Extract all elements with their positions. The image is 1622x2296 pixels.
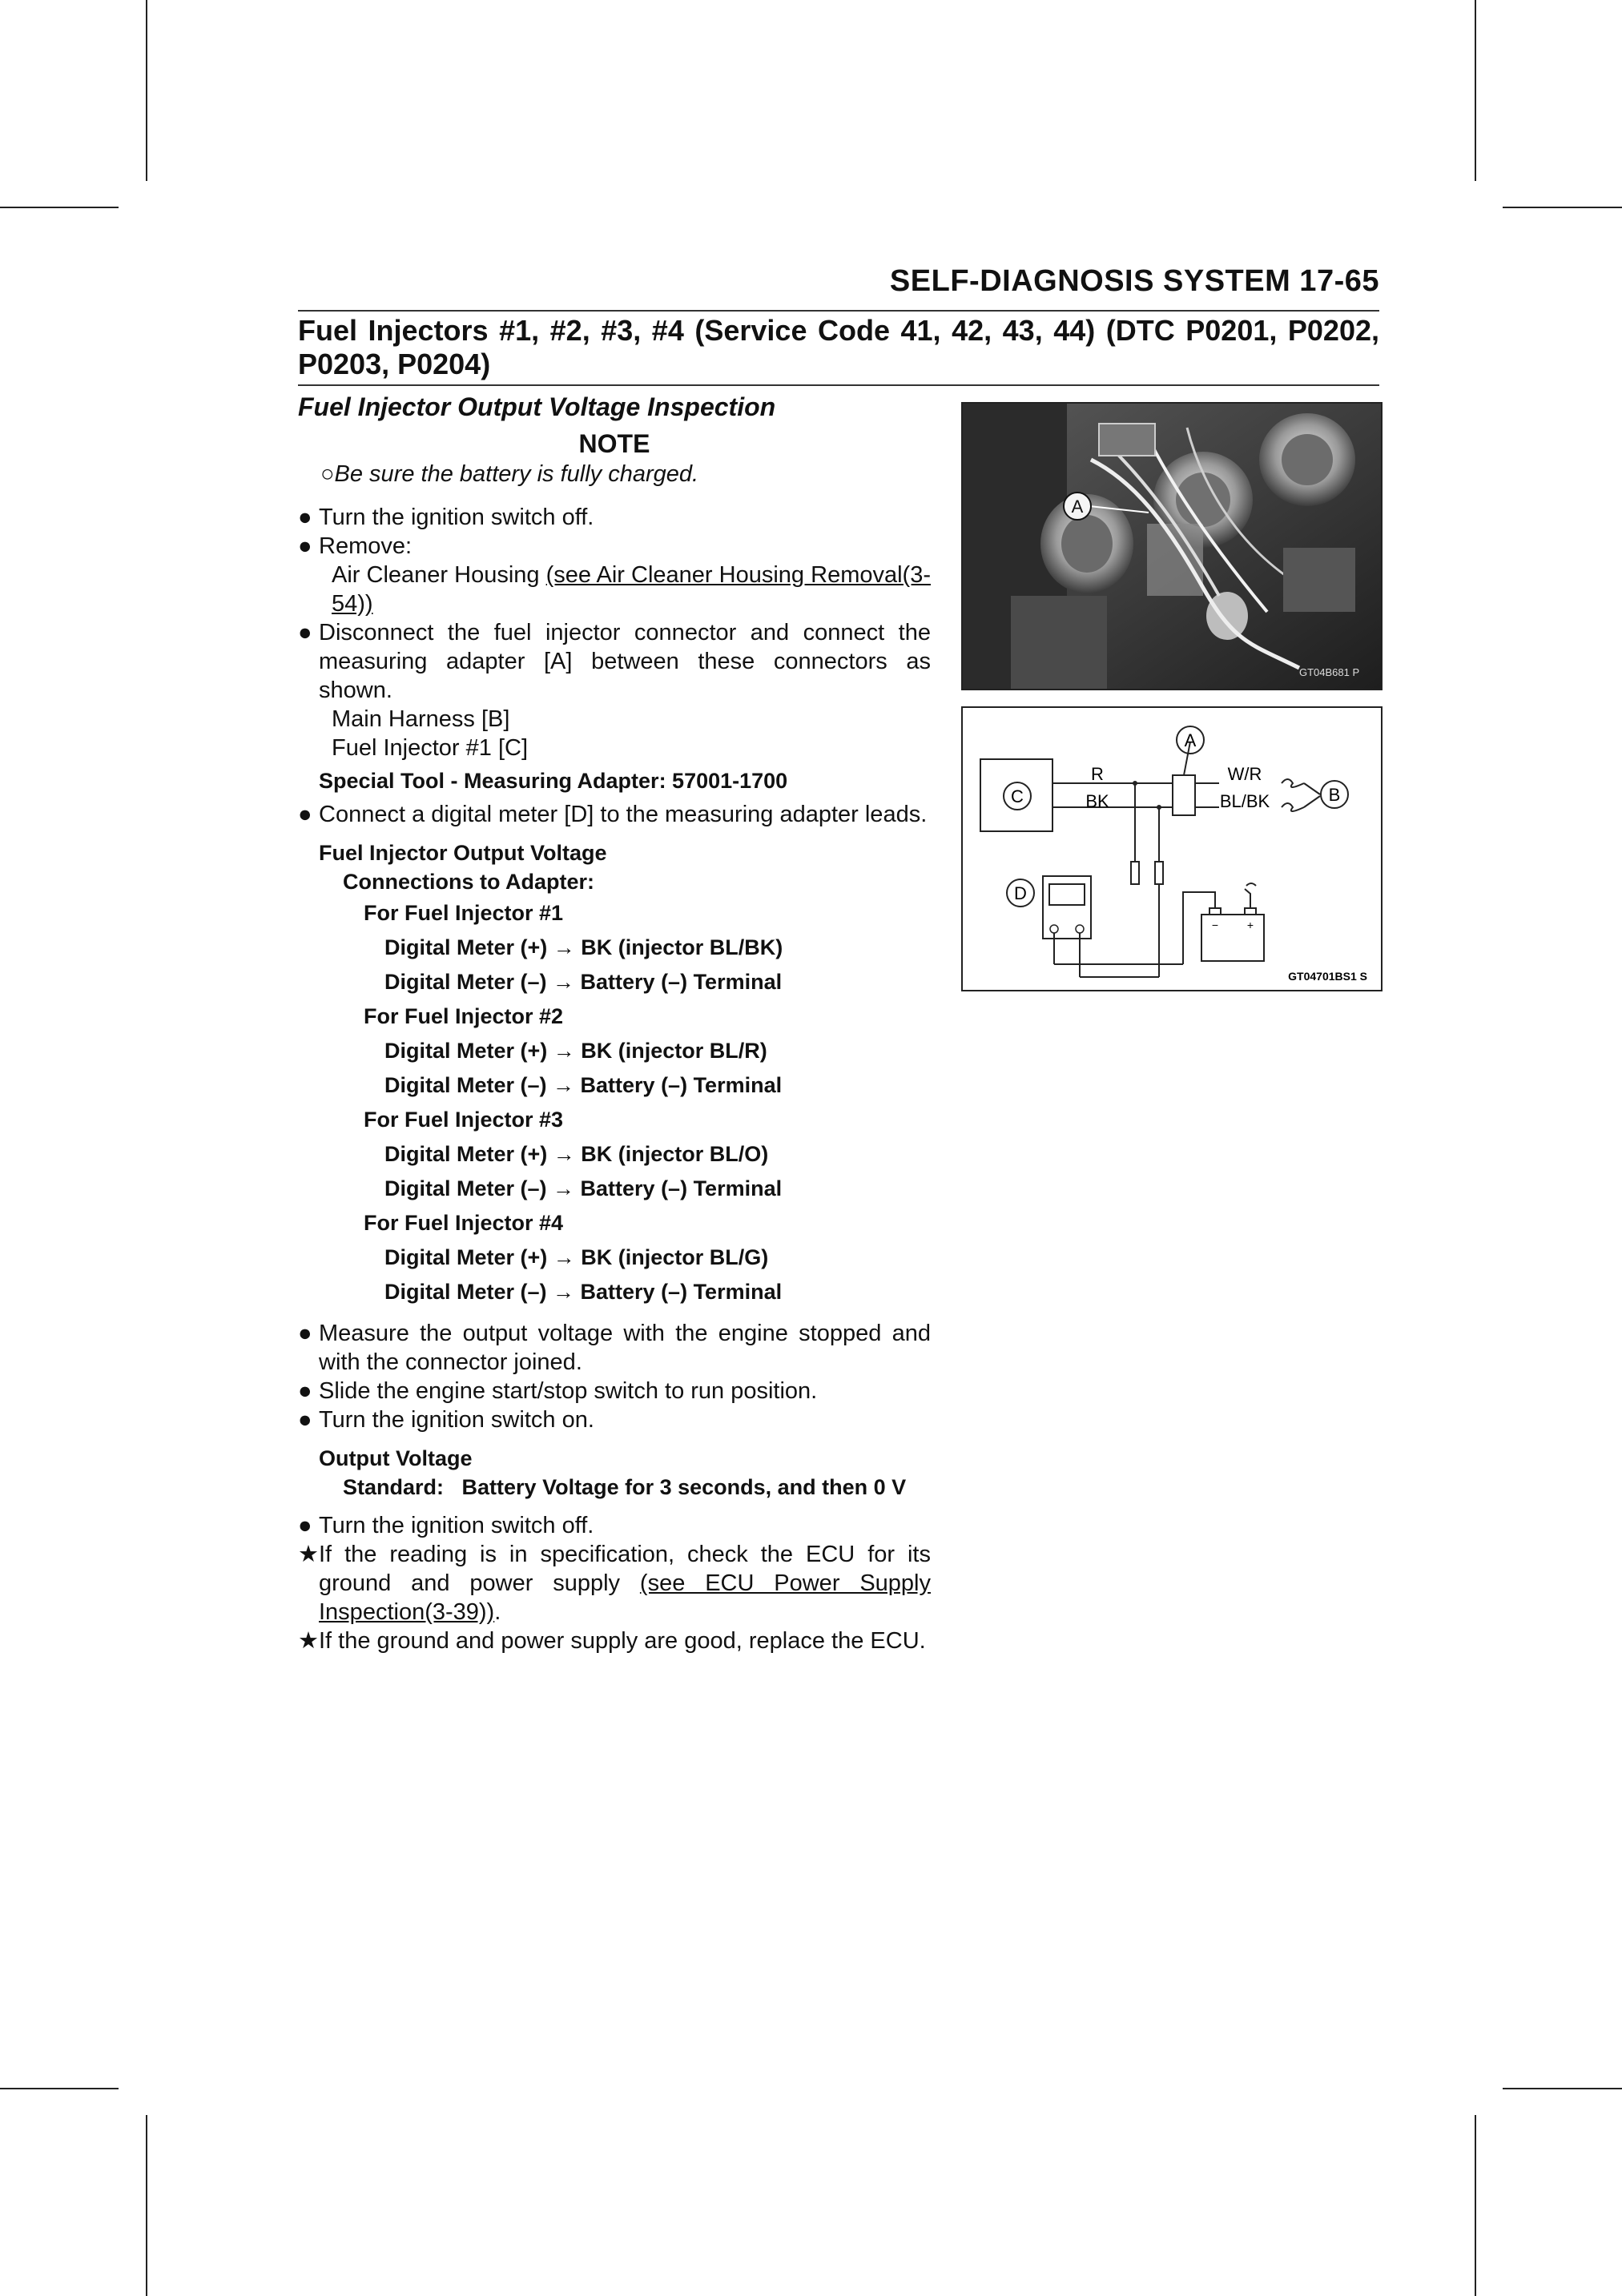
step-item: [298, 1405, 931, 1434]
wire-r-label: R: [1091, 764, 1104, 784]
step-item: [298, 1319, 931, 1377]
bullet-icon: ●: [298, 533, 312, 559]
step-text: Disconnect the fuel injector connector and connect the measuring adapter [A] between these connectors as shown.: [319, 620, 931, 703]
wiring-diagram: [961, 706, 1383, 991]
crop-mark: [146, 2115, 147, 2296]
lead-probe: [1155, 862, 1163, 884]
callout-legend-c: Fuel Injector #1 [C]: [332, 735, 528, 761]
step-item: [298, 1511, 931, 1540]
crop-mark: [1503, 2088, 1622, 2089]
step-text: Turn the ignition switch off.: [319, 1513, 594, 1538]
spec-subtitle: Connections to Adapter:: [343, 870, 594, 894]
page-title: Fuel Injectors #1, #2, #3, #4 (Service Code 41, 42, 43, 44) (DTC P0201, P0202, P0203, P0204): [298, 314, 1379, 380]
step-text: Slide the engine start/stop switch to run position.: [319, 1378, 818, 1404]
battery-plus-label: +: [1246, 919, 1254, 931]
removal-part: Air Cleaner Housing: [332, 562, 546, 588]
wiring-diagram-svg: [963, 708, 1381, 990]
meter-minus-connection: Digital Meter (–) → Battery (–) Terminal: [384, 1176, 783, 1200]
callout-a: A: [1184, 730, 1197, 750]
injector-label: For Fuel Injector #1: [364, 901, 564, 925]
header-rule: [298, 310, 1379, 312]
step-item: [298, 618, 931, 705]
crop-mark: [0, 207, 119, 208]
photo-callout-a: A: [1071, 497, 1084, 517]
step-item: [298, 532, 931, 561]
note-text: [298, 460, 931, 489]
crop-mark: [1475, 2115, 1476, 2296]
crop-mark: [0, 2088, 119, 2089]
wire-bk-label: BK: [1085, 791, 1109, 811]
battery-minus-wire: [1183, 892, 1215, 964]
battery-terminal-minus: [1209, 908, 1221, 915]
step-item: [298, 800, 931, 829]
cross-reference-link[interactable]: (see Air Cleaner Housing Removal(3-54)): [332, 562, 931, 617]
spec-title: Output Voltage: [319, 1446, 473, 1470]
step-text: Connect a digital meter [D] to the measuring adapter leads.: [319, 802, 928, 827]
step-text: Measure the output voltage with the engine stopped and with the connector joined.: [319, 1321, 931, 1375]
step-text: Remove:: [319, 533, 413, 559]
main-text-column: [298, 392, 931, 1655]
crop-mark: [146, 0, 147, 181]
bullet-icon: ●: [298, 620, 312, 645]
step-item: [298, 503, 931, 532]
step-text: Turn the ignition switch off.: [319, 505, 594, 530]
step-text: Turn the ignition switch on.: [319, 1407, 594, 1433]
engine-photo-illustration: [963, 404, 1381, 689]
meter-minus-connection: Digital Meter (–) → Battery (–) Terminal: [384, 970, 783, 994]
spec-title: Fuel Injector Output Voltage: [319, 841, 607, 865]
callout-legend-b: Main Harness [B]: [332, 706, 510, 732]
circle-marker: ○: [320, 461, 335, 487]
injector-label: For Fuel Injector #4: [364, 1211, 564, 1235]
step-text: If the reading is in specification, check the ECU for its ground and power supply: [319, 1542, 931, 1596]
measuring-adapter: [1173, 775, 1195, 815]
cross-reference-link[interactable]: (see ECU Power Supply Inspection(3-39)): [319, 1570, 931, 1625]
bullet-icon: ●: [298, 1407, 312, 1433]
meter-terminal-plus: [1076, 925, 1084, 933]
wire-blbk-label: BL/BK: [1219, 791, 1270, 811]
callout-c: C: [1011, 786, 1024, 806]
callout-b: B: [1328, 785, 1341, 805]
diagram-code: GT04701BS1 S: [1288, 970, 1367, 983]
section-header: SELF-DIAGNOSIS SYSTEM 17-65: [889, 264, 1379, 298]
meter-display: [1049, 884, 1085, 905]
bullet-icon: ●: [298, 1513, 312, 1538]
bullet-icon: ●: [298, 1378, 312, 1404]
meter-plus-connection: Digital Meter (+) → BK (injector BL/O): [384, 1142, 769, 1166]
meter-minus-connection: Digital Meter (–) → Battery (–) Terminal: [384, 1073, 783, 1097]
battery-plus-lead: [1245, 889, 1250, 908]
meter-plus-connection: Digital Meter (+) → BK (injector BL/R): [384, 1039, 767, 1063]
engine-photo: [961, 402, 1383, 690]
star-icon: ★: [298, 1542, 319, 1567]
wire-wr-label: W/R: [1227, 764, 1262, 784]
standard-label: Standard:: [343, 1475, 445, 1499]
step-item: [298, 1627, 931, 1655]
star-icon: ★: [298, 1628, 319, 1654]
spec-standard: [298, 1473, 931, 1502]
spec-block-adapter: [298, 838, 931, 1309]
special-tool: Special Tool - Measuring Adapter: 57001-1700: [319, 769, 788, 793]
step-item: [298, 1377, 931, 1405]
injector-label: For Fuel Injector #2: [364, 1004, 564, 1028]
wire-break-symbol: [1282, 779, 1304, 787]
crop-mark: [1503, 207, 1622, 208]
removal-item: [298, 561, 931, 618]
callout-d: D: [1014, 883, 1027, 903]
standard-value: Battery Voltage for 3 seconds, and then 0 V: [461, 1475, 907, 1499]
meter-minus-connection: Digital Meter (–) → Battery (–) Terminal: [384, 1280, 783, 1304]
step-item: [298, 1540, 931, 1627]
bullet-icon: ●: [298, 802, 312, 827]
photo-code: GT04B681 P: [1299, 666, 1360, 678]
lead-probe: [1131, 862, 1139, 884]
crop-mark: [1475, 0, 1476, 181]
battery-terminal-plus: [1245, 908, 1256, 915]
note-body: Be sure the battery is fully charged.: [334, 461, 699, 487]
bullet-icon: ●: [298, 1321, 312, 1346]
meter-plus-connection: Digital Meter (+) → BK (injector BL/G): [384, 1245, 769, 1269]
title-rule: [298, 384, 1379, 386]
spec-block-output: [298, 1444, 931, 1502]
meter-terminal-minus: [1050, 925, 1058, 933]
section-subtitle: Fuel Injector Output Voltage Inspection: [298, 392, 776, 421]
battery-minus-label: −: [1211, 919, 1219, 931]
wire-break-symbol: [1282, 803, 1304, 811]
step-text-end: .: [494, 1599, 501, 1625]
step-text: If the ground and power supply are good, replace the ECU.: [319, 1628, 926, 1654]
meter-plus-connection: Digital Meter (+) → BK (injector BL/BK): [384, 935, 783, 959]
bullet-icon: ●: [298, 505, 312, 530]
battery: [1201, 915, 1264, 961]
injector-label: For Fuel Injector #3: [364, 1108, 564, 1132]
note-heading: NOTE: [578, 429, 650, 458]
